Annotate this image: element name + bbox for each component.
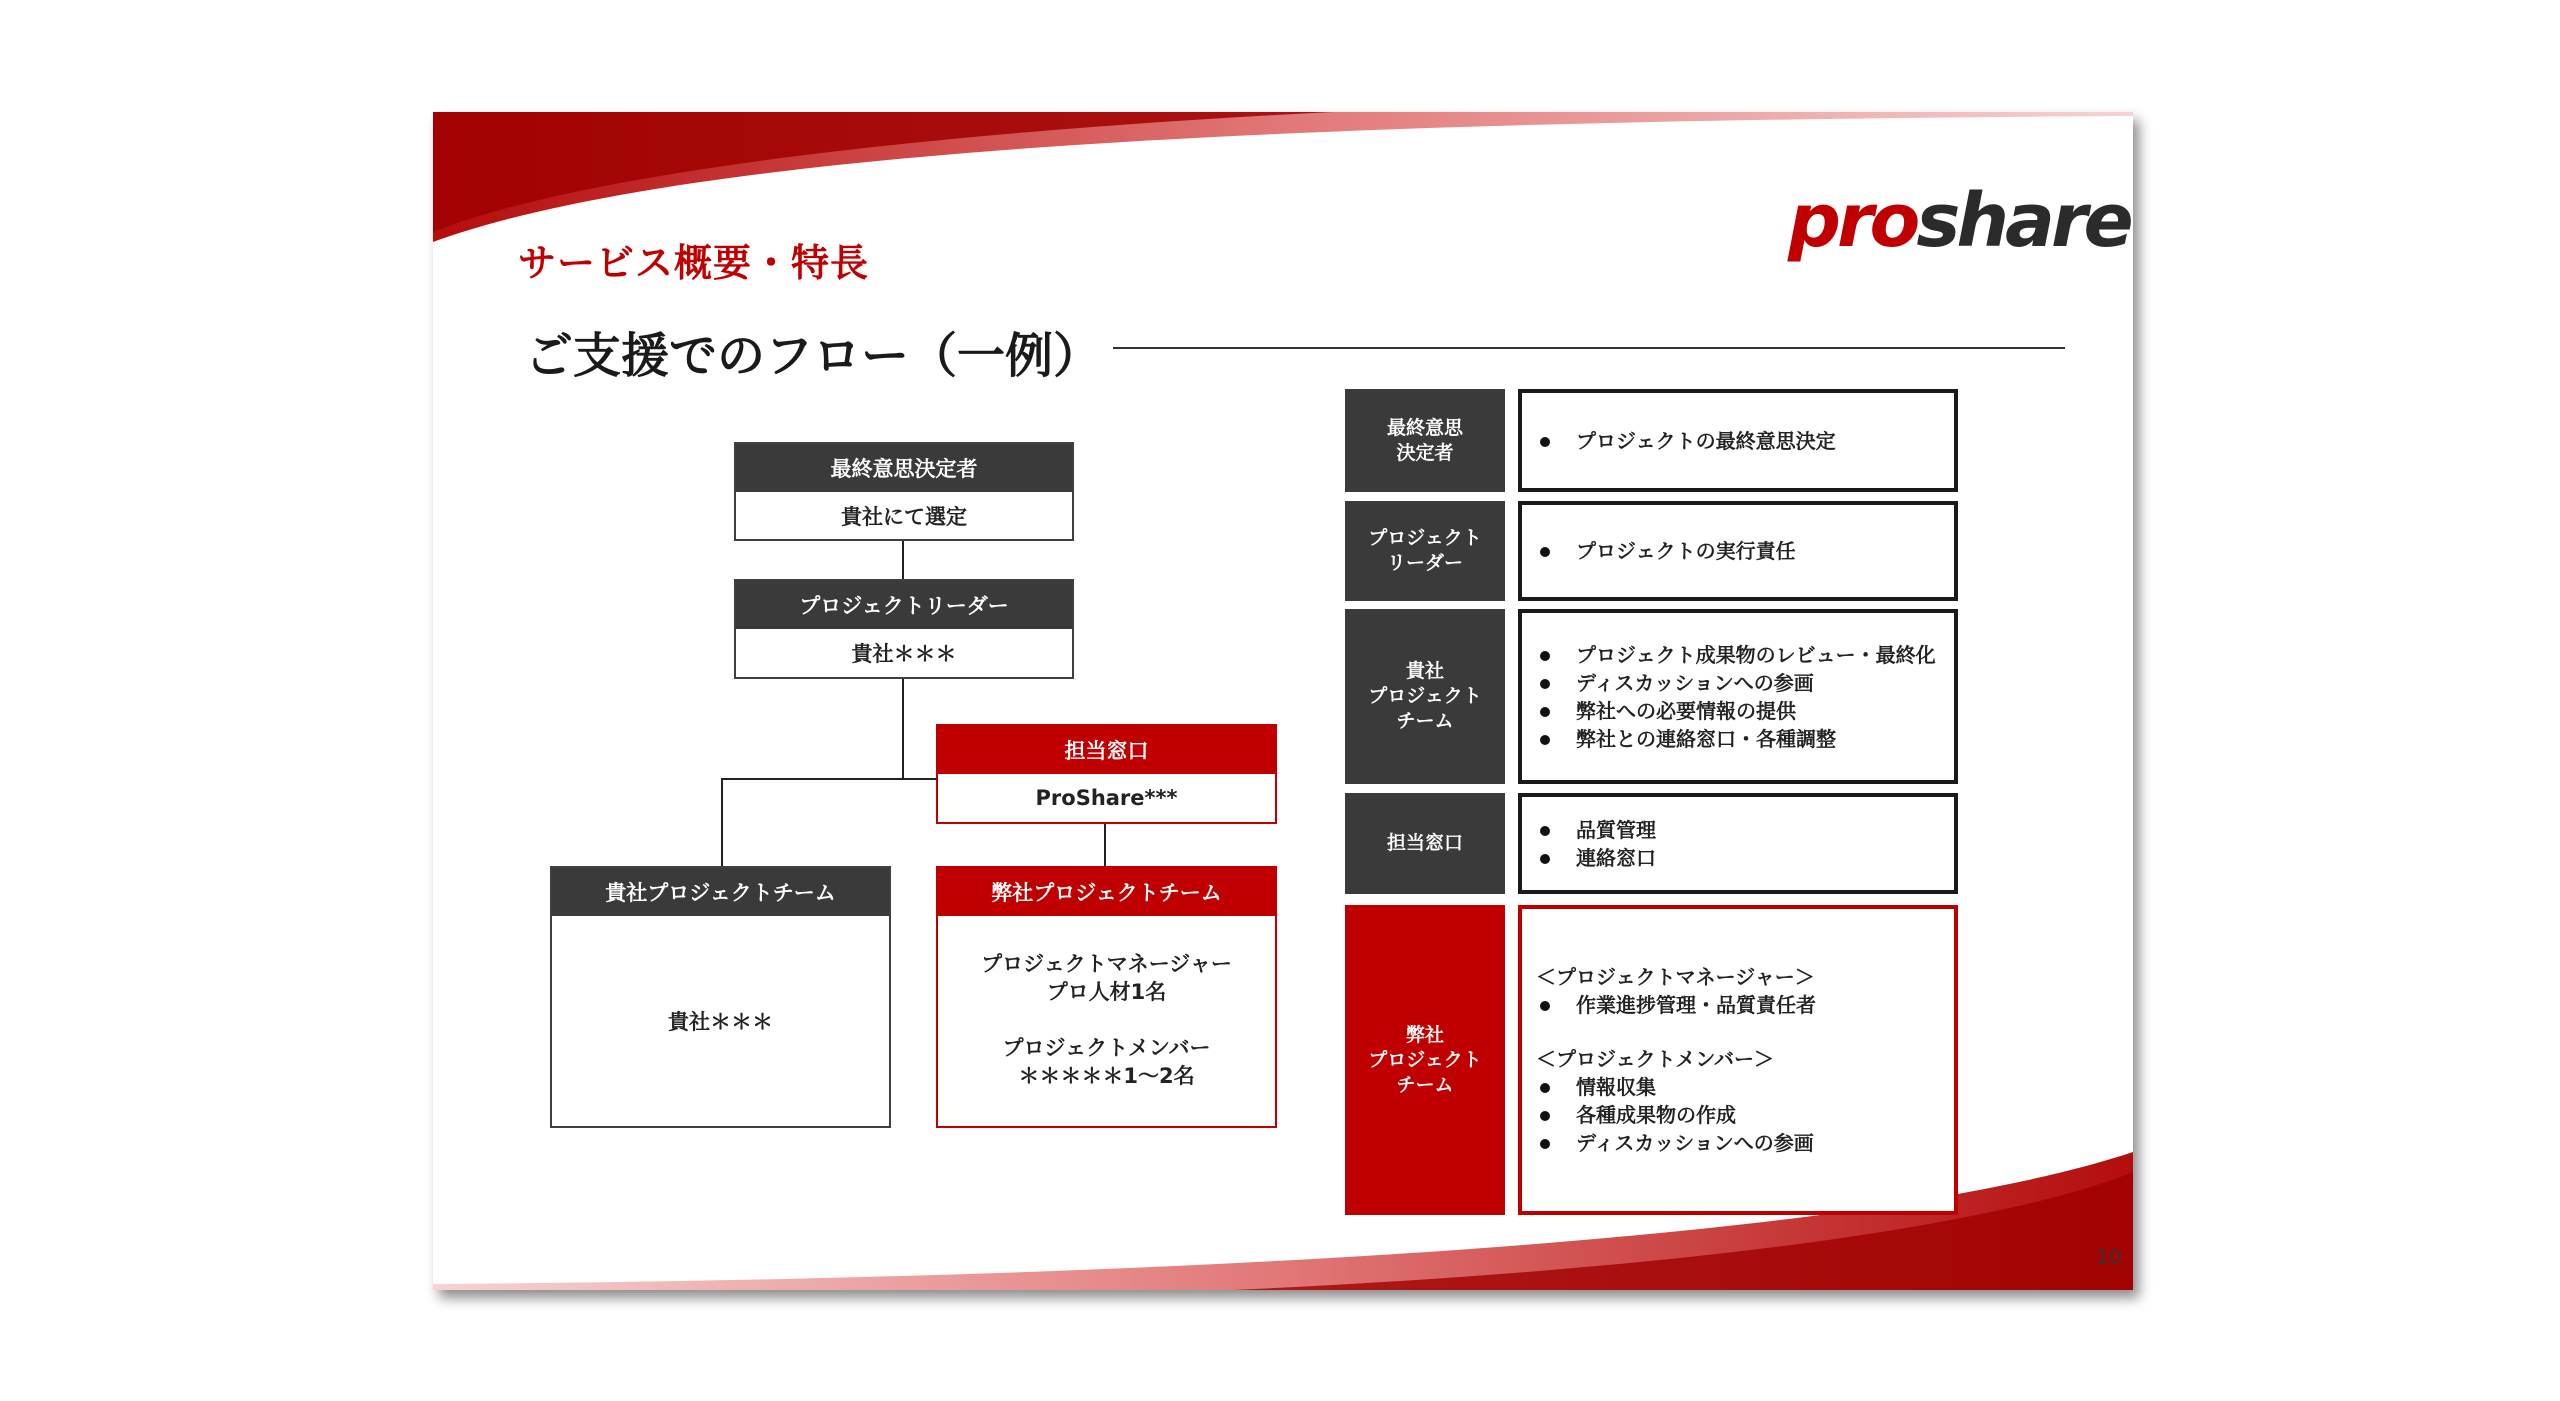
role-item: 弊社との連絡窓口・各種調整 — [1536, 725, 1940, 753]
org-box-body: 貴社＊＊＊ — [851, 642, 957, 666]
org-box-client-team — [550, 866, 891, 1128]
org-box-contact — [936, 724, 1277, 824]
role-label-our-team: 弊社 プロジェクト チーム — [1345, 905, 1505, 1215]
connector-line — [721, 778, 723, 868]
role-label-client-team: 貴社 プロジェクト チーム — [1345, 609, 1505, 784]
role-item: 各種成果物の作成 — [1536, 1101, 1940, 1129]
connector-line — [1104, 822, 1106, 868]
org-box-header: 最終意思決定者 — [736, 444, 1072, 492]
team-role-line: プロ人材1名 — [1046, 980, 1167, 1004]
org-box-our-team — [936, 866, 1277, 1128]
role-item: 作業進捗管理・品質責任者 — [1536, 991, 1940, 1019]
connector-line — [902, 677, 904, 780]
role-box-final-decision — [1518, 389, 1958, 492]
org-box-header: 弊社プロジェクトチーム — [938, 868, 1275, 916]
role-box-project-leader — [1518, 501, 1958, 601]
role-box-client-team — [1518, 609, 1958, 784]
proshare-logo: proshare — [1788, 178, 2130, 264]
org-box-header: プロジェクトリーダー — [736, 581, 1072, 629]
team-role-line: プロジェクトメンバー — [1002, 1036, 1211, 1060]
org-box-project-leader — [734, 579, 1074, 679]
team-role-line: ＊＊＊＊＊1～2名 — [1018, 1064, 1195, 1088]
page-number: 10 — [2096, 1245, 2122, 1269]
slide — [433, 112, 2133, 1290]
slide-subtitle: サービス概要・特長 — [518, 241, 870, 285]
org-box-final-decision — [734, 442, 1074, 541]
title-divider — [1113, 347, 2065, 349]
org-box-body: 貴社にて選定 — [841, 504, 967, 529]
org-box-header: 貴社プロジェクトチーム — [552, 868, 889, 916]
role-box-contact — [1518, 793, 1958, 894]
role-item: 情報収集 — [1536, 1073, 1940, 1101]
role-label-contact: 担当窓口 — [1345, 793, 1505, 894]
role-label-project-leader: プロジェクト リーダー — [1345, 501, 1505, 601]
role-item: プロジェクトの最終意思決定 — [1536, 427, 1940, 455]
org-box-body: ProShare*** — [1035, 786, 1178, 810]
role-item: 弊社への必要情報の提供 — [1536, 697, 1940, 725]
role-box-our-team — [1518, 905, 1958, 1215]
role-item: プロジェクト成果物のレビュー・最終化 — [1536, 641, 1940, 669]
org-box-header: 担当窓口 — [938, 726, 1275, 774]
pm-heading: ＜プロジェクトマネージャー＞ — [1536, 965, 1815, 989]
role-item: プロジェクトの実行責任 — [1536, 537, 1940, 565]
role-item: ディスカッションへの参画 — [1536, 1129, 1940, 1157]
slide-title: ご支援でのフロー（一例） — [525, 328, 1102, 384]
connector-line — [902, 539, 904, 579]
team-role-line: プロジェクトマネージャー — [981, 952, 1232, 976]
role-item: 連絡窓口 — [1536, 844, 1940, 872]
org-box-body: 貴社＊＊＊ — [668, 1010, 773, 1034]
role-item: 品質管理 — [1536, 816, 1940, 844]
member-heading: ＜プロジェクトメンバー＞ — [1536, 1047, 1774, 1071]
role-label-final-decision: 最終意思 決定者 — [1345, 389, 1505, 492]
role-item: ディスカッションへの参画 — [1536, 669, 1940, 697]
